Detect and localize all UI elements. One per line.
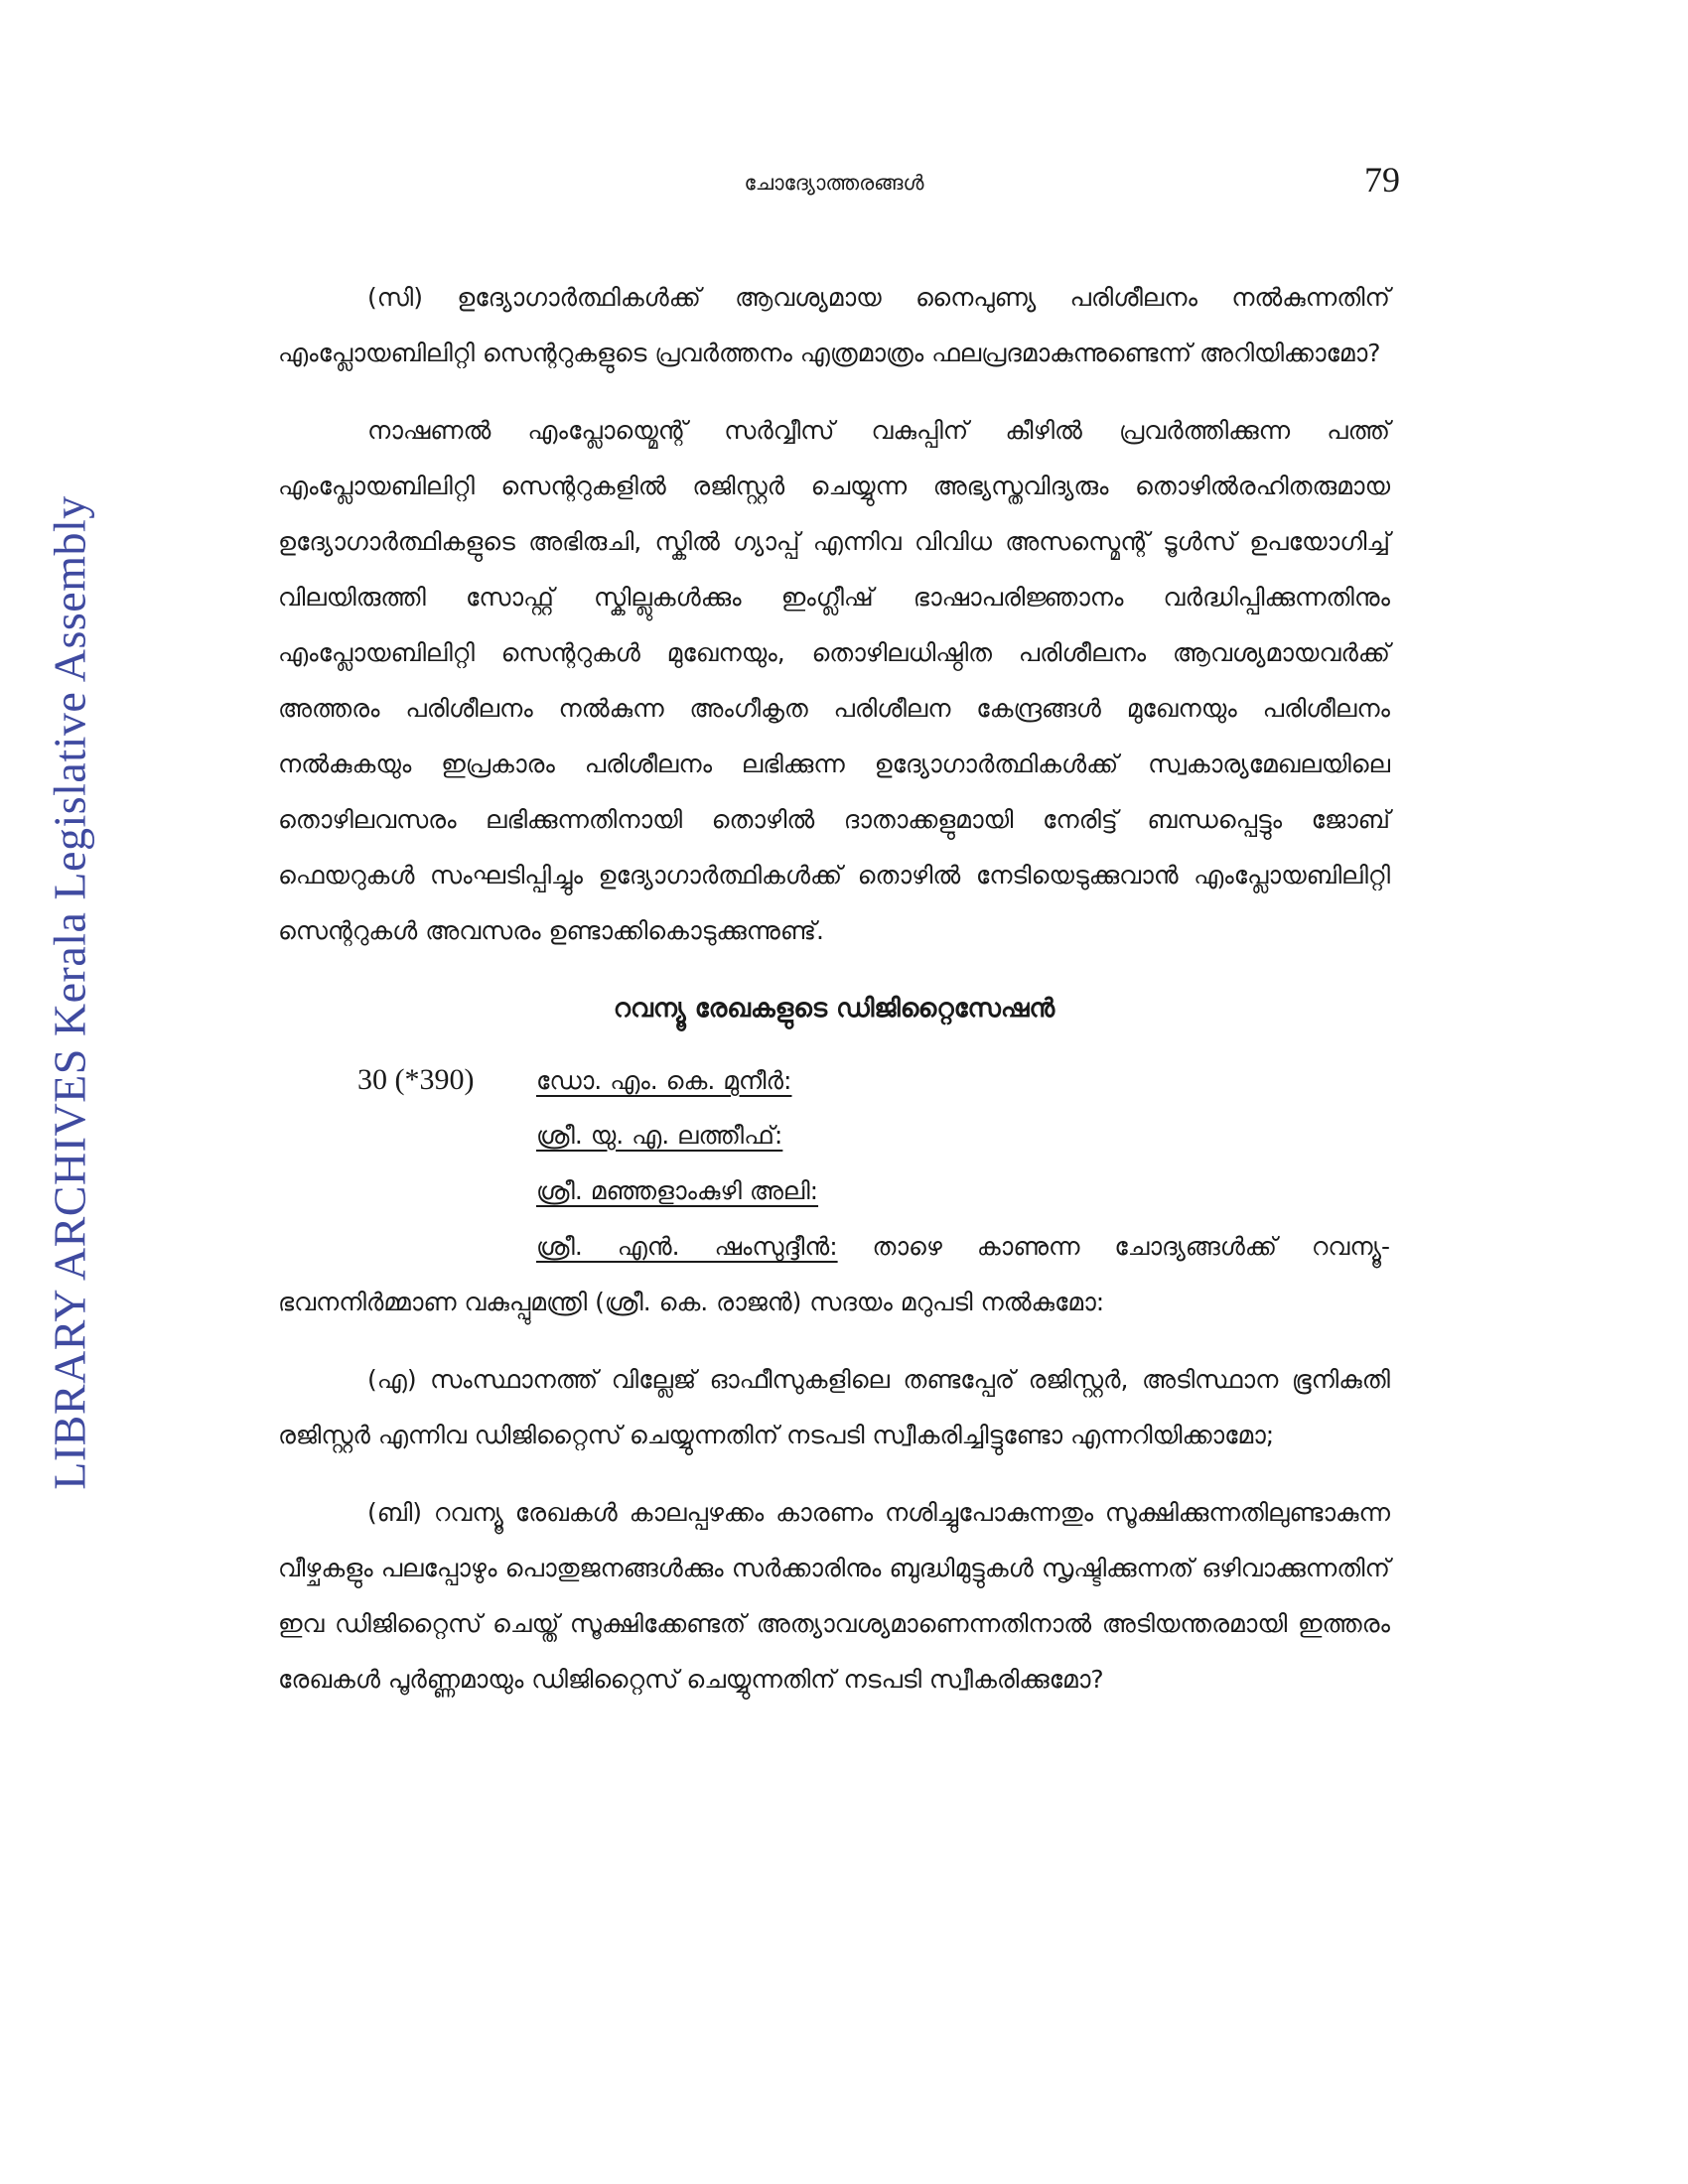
member-line-3 (278, 1163, 1390, 1219)
question-a: (എ) സംസ്ഥാനത്ത് വില്ലേജ് ഓഫീസുകളിലെ തണ്ടപ്പേര് രജിസ്റ്റർ, അടിസ്ഥാന ഭൂനികുതി രജിസ്റ്റർ എന്നിവ ഡിജിറ്റൈസ് ചെയ്യുന്നതിന് നടപടി സ്വീകരിച്ചിട്ടുണ്ടോ എന്നറിയിക്കാമോ; (278, 1365, 1390, 1449)
page-body (278, 270, 1390, 1729)
question-number: 30 (*390) (357, 1063, 475, 1096)
question-intro-text: താഴെ കാണുന്ന ചോദ്യങ്ങൾക്ക് റവന്യൂ-ഭവനനിർമ്മാണ വകുപ്പുമന്ത്രി (ശ്രീ. കെ. രാജൻ) സദയം മറുപടി നൽകുമോ: (278, 1232, 1390, 1316)
question-c: (സി) ഉദ്യോഗാർത്ഥികൾക്ക് ആവശ്യമായ നൈപുണ്യ പരിശീലനം നൽകുന്നതിന് എംപ്ലോയബിലിറ്റി സെന്ററുകളുടെ പ്രവർത്തനം എത്രമാത്രം ഫലപ്രദമാകുന്നുണ്ടെന്ന് അറിയിക്കാമോ? (278, 283, 1390, 367)
member-name-3: ശ്രീ. മഞ്ഞളാംകുഴി അലി: (536, 1176, 819, 1205)
watermark-text: LIBRARY ARCHIVES Kerala Legislative Assembly (44, 495, 95, 1490)
member-line-2 (278, 1108, 1390, 1163)
question-b: (ബി) റവന്യൂ രേഖകൾ കാലപ്പഴക്കം കാരണം നശിച്ചുപോകുന്നതും സൂക്ഷിക്കുന്നതിലുണ്ടാകുന്ന വീഴ്ചകളും പലപ്പോഴും പൊതുജനങ്ങൾക്കും സർക്കാരിനും ബുദ്ധിമുട്ടുകൾ സൃഷ്ടിക്കുന്നത് ഒഴിവാക്കുന്നതിന് ഇവ ഡിജിറ്റൈസ് ചെയ്ത് സൂക്ഷിക്കേണ്ടത് അത്യാവശ്യമാണെന്നതിനാൽ അടിയന്തരമായി ഇത്തരം രേഖകൾ പൂർണ്ണമായും ഡിജിറ്റൈസ് ചെയ്യുന്നതിന് നടപടി സ്വീകരിക്കുമോ? (278, 1498, 1390, 1694)
running-title: ചോദ്യോത്തരങ്ങൾ (744, 171, 924, 195)
member-name-1: ഡോ. എം. കെ. മുനീർ: (536, 1066, 792, 1095)
member-name-4: ശ്രീ. എൻ. ഷംസുദ്ദീൻ: (536, 1232, 838, 1261)
section-heading: റവന്യൂ രേഖകളുടെ ഡിജിറ്റൈസേഷൻ (613, 994, 1055, 1024)
question-intro (278, 1219, 1390, 1330)
member-name-2: ശ്രീ. യു. എ. ലത്തീഫ്: (536, 1121, 783, 1150)
page-number: 79 (1364, 160, 1400, 200)
answer-c: നാഷണൽ എംപ്ലോയ്മെന്റ് സർവ്വീസ് വകുപ്പിന് കീഴിൽ പ്രവർത്തിക്കുന്ന പത്ത് എംപ്ലോയബിലിറ്റി സെന്ററുകളിൽ രജിസ്റ്റർ ചെയ്യുന്ന അഭ്യസ്തവിദ്യരും തൊഴിൽരഹിതരുമായ ഉദ്യോഗാർത്ഥികളുടെ അഭിരുചി, സ്കിൽ ഗ്യാപ്പ് എന്നിവ വിവിധ അസസ്മെന്റ് ടൂൾസ് ഉപയോഗിച്ച് വിലയിരുത്തി സോഫ്റ്റ് സ്കില്ലുകൾക്കും ഇംഗ്ലീഷ് ഭാഷാപരിജ്ഞാനം വർദ്ധിപ്പിക്കുന്നതിനും എംപ്ലോയബിലിറ്റി സെന്ററുകൾ മുഖേനയും, തൊഴിലധിഷ്ഠിത പരിശീലനം ആവശ്യമായവർക്ക് അത്തരം പരിശീലനം നൽകുന്ന അംഗീകൃത പരിശീലന കേന്ദ്രങ്ങൾ മുഖേനയും പരിശീലനം നൽകുകയും ഇപ്രകാരം പരിശീലനം ലഭിക്കുന്ന ഉദ്യോഗാർത്ഥികൾക്ക് സ്വകാര്യമേഖലയിലെ തൊഴിലവസരം ലഭിക്കുന്നതിനായി തൊഴിൽ ദാതാക്കളുമായി നേരിട്ട് ബന്ധപ്പെട്ടും ജോബ് ഫെയറുകൾ സംഘടിപ്പിച്ചും ഉദ്യോഗാർത്ഥികൾക്ക് തൊഴിൽ നേടിയെടുക്കുവാൻ എംപ്ലോയബിലിറ്റി സെന്ററുകൾ അവസരം ഉണ്ടാക്കികൊടുക്കുന്നുണ്ട്. (278, 416, 1390, 945)
question-header-line (278, 1052, 1390, 1108)
question-block (278, 1052, 1390, 1330)
